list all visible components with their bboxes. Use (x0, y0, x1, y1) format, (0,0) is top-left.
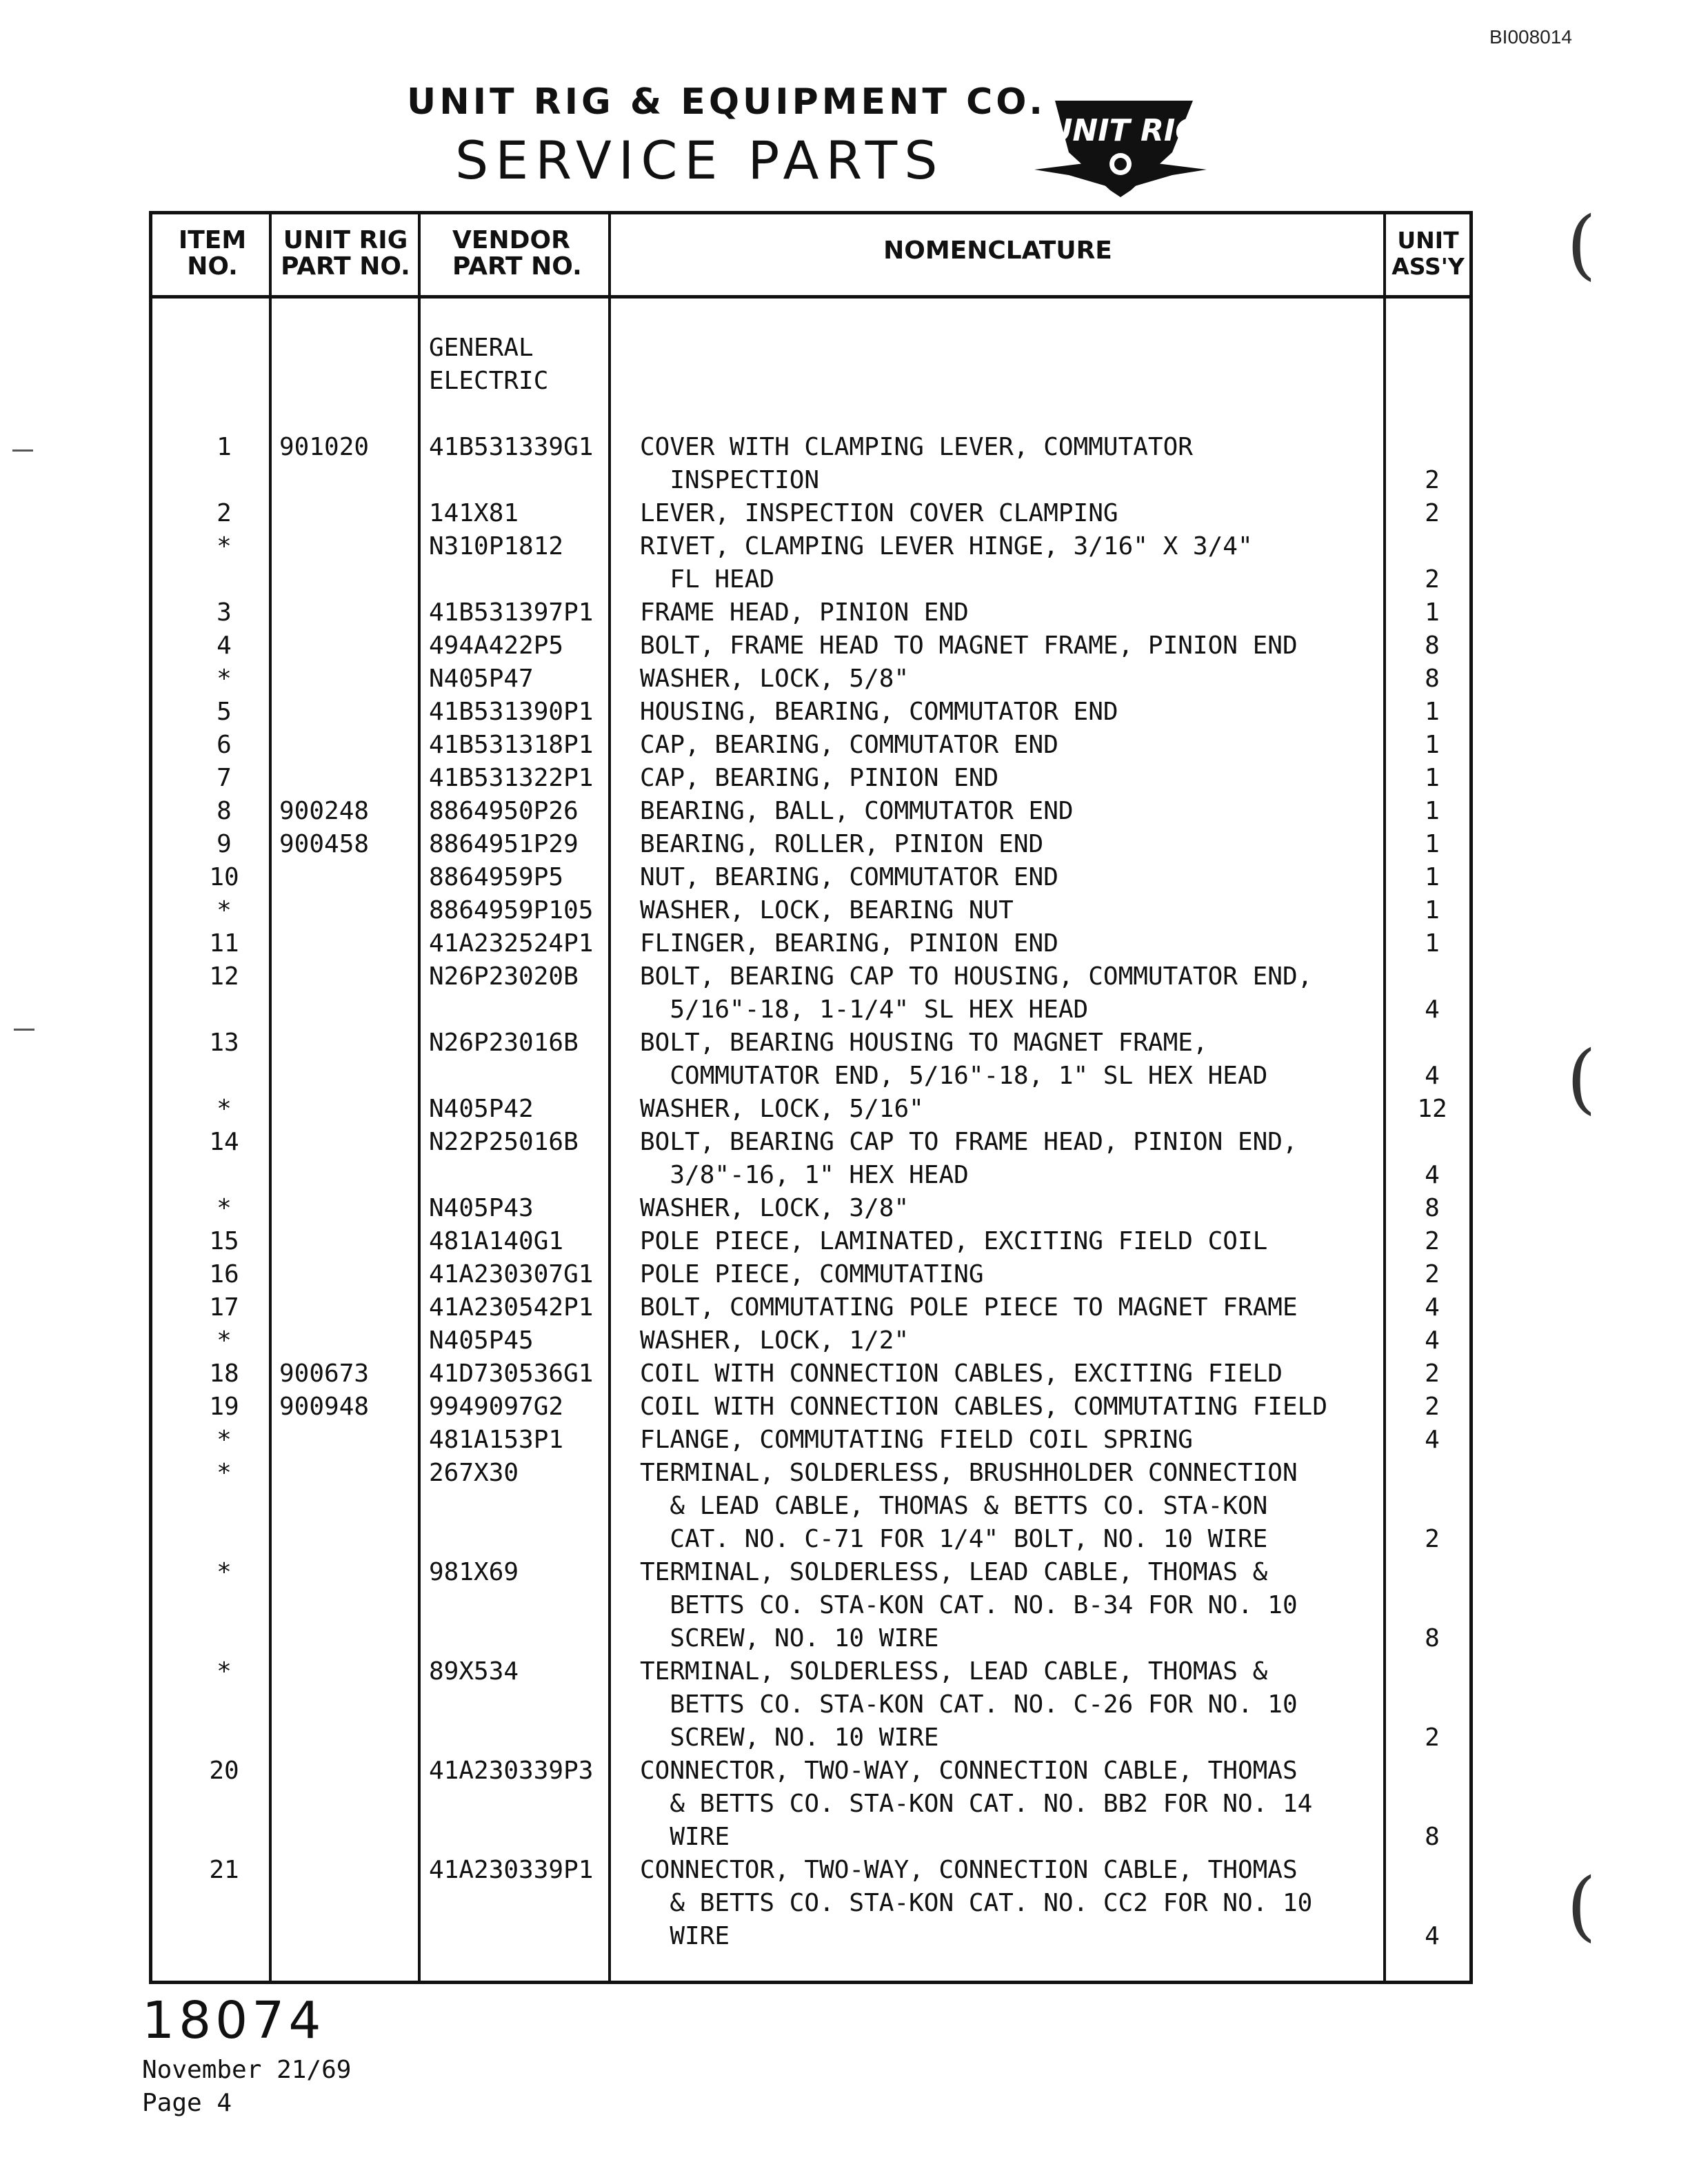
vendor-part-no: 8864959P5 (429, 863, 564, 891)
unit-assy-qty: 12 (1417, 1095, 1447, 1123)
unit-assy-qty: 8 (1425, 665, 1440, 693)
vendor-part-no: 41A230307G1 (429, 1260, 594, 1288)
nomenclature: BETTS CO. STA-KON CAT. NO. B-34 FOR NO. 10 (640, 1591, 1298, 1619)
column-divider (608, 211, 611, 1984)
unit-assy-qty: 4 (1425, 995, 1440, 1024)
vendor-part-no: 41B531390P1 (429, 698, 594, 726)
item-no: 11 (209, 929, 239, 958)
vendor-part-no: GENERAL (429, 334, 534, 362)
item-no: * (217, 1426, 232, 1454)
vendor-part-no: 41B531339G1 (429, 433, 594, 461)
unit-assy-qty: 2 (1425, 499, 1440, 527)
unit-assy-qty: 1 (1425, 929, 1440, 958)
nomenclature: & BETTS CO. STA-KON CAT. NO. CC2 FOR NO. 10 (640, 1889, 1313, 1917)
nomenclature: SCREW, NO. 10 WIRE (640, 1624, 939, 1652)
item-no: 3 (217, 598, 232, 627)
unit-assy-qty: 1 (1425, 896, 1440, 924)
nomenclature: 5/16"-18, 1-1/4" SL HEX HEAD (640, 995, 1089, 1024)
vendor-part-no: N405P45 (429, 1326, 534, 1355)
unit-assy-qty: 4 (1425, 1326, 1440, 1355)
vendor-part-no: 141X81 (429, 499, 519, 527)
nomenclature: RIVET, CLAMPING LEVER HINGE, 3/16" X 3/4" (640, 532, 1253, 560)
unit-assy-qty: 2 (1425, 1359, 1440, 1388)
unit-assy-qty: 2 (1425, 1260, 1440, 1288)
nomenclature: BOLT, BEARING HOUSING TO MAGNET FRAME, (640, 1029, 1208, 1057)
nomenclature: FRAME HEAD, PINION END (640, 598, 969, 627)
unit-assy-qty: 2 (1425, 1227, 1440, 1255)
vendor-part-no: N310P1812 (429, 532, 564, 560)
vendor-part-no: 481A153P1 (429, 1426, 564, 1454)
header-unit-assy: UNIT ASS'Y (1391, 227, 1465, 280)
unit-assy-qty: 8 (1425, 1823, 1440, 1851)
nomenclature: & BETTS CO. STA-KON CAT. NO. BB2 FOR NO. 14 (640, 1790, 1313, 1818)
nomenclature: WIRE (640, 1823, 730, 1851)
item-no: 19 (209, 1393, 239, 1421)
vendor-part-no: 267X30 (429, 1459, 519, 1487)
nomenclature: NUT, BEARING, COMMUTATOR END (640, 863, 1058, 891)
item-no: 9 (217, 830, 232, 858)
binder-hole-mark: ( (1567, 1861, 1596, 1950)
column-divider (418, 211, 421, 1984)
nomenclature: BOLT, FRAME HEAD TO MAGNET FRAME, PINION END (640, 631, 1298, 660)
footer-page: Page 4 (142, 2089, 232, 2117)
unit-rig-part-no: 900673 (279, 1359, 370, 1388)
vendor-part-no: 41B531322P1 (429, 764, 594, 792)
nomenclature: COMMUTATOR END, 5/16"-18, 1" SL HEX HEAD (640, 1062, 1268, 1090)
nomenclature: BETTS CO. STA-KON CAT. NO. C-26 FOR NO. 10 (640, 1690, 1298, 1719)
nomenclature: POLE PIECE, LAMINATED, EXCITING FIELD COIL (640, 1227, 1268, 1255)
footer-number: 18074 (142, 1991, 325, 2050)
unit-assy-qty: 2 (1425, 1393, 1440, 1421)
header-unit-rig-part-no: UNIT RIG PART NO. (281, 226, 410, 281)
vendor-part-no: N26P23016B (429, 1029, 579, 1057)
item-no: 4 (217, 631, 232, 660)
vendor-part-no: 41A232524P1 (429, 929, 594, 958)
unit-rig-part-no: 900248 (279, 797, 370, 825)
unit-assy-qty: 1 (1425, 698, 1440, 726)
item-no: 15 (209, 1227, 239, 1255)
item-no: * (217, 1459, 232, 1487)
vendor-part-no: 41A230339P1 (429, 1856, 594, 1884)
unit-assy-qty: 2 (1425, 1525, 1440, 1553)
page-title: SERVICE PARTS (455, 130, 945, 191)
nomenclature: BOLT, BEARING CAP TO HOUSING, COMMUTATOR END, (640, 962, 1313, 991)
item-no: * (217, 1657, 232, 1686)
item-no: 14 (209, 1128, 239, 1156)
vendor-part-no: N405P42 (429, 1095, 534, 1123)
column-divider (1383, 211, 1386, 1984)
vendor-part-no: 41B531397P1 (429, 598, 594, 627)
nomenclature: COIL WITH CONNECTION CABLES, COMMUTATING FIELD (640, 1393, 1327, 1421)
vendor-part-no: 481A140G1 (429, 1227, 564, 1255)
logo-text: UNIT RIG (1047, 113, 1200, 148)
nomenclature: CONNECTOR, TWO-WAY, CONNECTION CABLE, THOMAS (640, 1757, 1298, 1785)
unit-assy-qty: 4 (1425, 1293, 1440, 1322)
nomenclature: HOUSING, BEARING, COMMUTATOR END (640, 698, 1118, 726)
item-no: 12 (209, 962, 239, 991)
item-no: 21 (209, 1856, 239, 1884)
item-no: * (217, 1194, 232, 1222)
document-id: BI008014 (1489, 26, 1572, 48)
unit-assy-qty: 4 (1425, 1062, 1440, 1090)
unit-assy-qty: 8 (1425, 631, 1440, 660)
vendor-part-no: 41B531318P1 (429, 731, 594, 759)
unit-rig-part-no: 900458 (279, 830, 370, 858)
nomenclature: CAP, BEARING, COMMUTATOR END (640, 731, 1058, 759)
vendor-part-no: 89X534 (429, 1657, 519, 1686)
unit-assy-qty: 8 (1425, 1624, 1440, 1652)
nomenclature: BEARING, ROLLER, PINION END (640, 830, 1044, 858)
header-item-no: ITEM NO. (178, 226, 247, 281)
nomenclature: TERMINAL, SOLDERLESS, LEAD CABLE, THOMAS & (640, 1558, 1268, 1586)
item-no: 2 (217, 499, 232, 527)
item-no: * (217, 1326, 232, 1355)
nomenclature: LEVER, INSPECTION COVER CLAMPING (640, 499, 1118, 527)
nomenclature: COIL WITH CONNECTION CABLES, EXCITING FIELD (640, 1359, 1283, 1388)
item-no: 8 (217, 797, 232, 825)
nomenclature: CONNECTOR, TWO-WAY, CONNECTION CABLE, THOMAS (640, 1856, 1298, 1884)
nomenclature: SCREW, NO. 10 WIRE (640, 1723, 939, 1752)
item-no: * (217, 665, 232, 693)
nomenclature: & LEAD CABLE, THOMAS & BETTS CO. STA-KON (640, 1492, 1268, 1520)
unit-assy-qty: 1 (1425, 797, 1440, 825)
footer-date: November 21/69 (142, 2056, 352, 2084)
vendor-part-no: 981X69 (429, 1558, 519, 1586)
nomenclature: CAT. NO. C-71 FOR 1/4" BOLT, NO. 10 WIRE (640, 1525, 1268, 1553)
item-no: 13 (209, 1029, 239, 1057)
nomenclature: WASHER, LOCK, 5/8" (640, 665, 910, 693)
vendor-part-no: 41A230542P1 (429, 1293, 594, 1322)
unit-assy-qty: 1 (1425, 863, 1440, 891)
vendor-part-no: N26P23020B (429, 962, 579, 991)
margin-mark (12, 449, 33, 452)
item-no: * (217, 896, 232, 924)
item-no: * (217, 1095, 232, 1123)
binder-hole-mark: ( (1567, 200, 1596, 288)
unit-assy-qty: 4 (1425, 1922, 1440, 1950)
unit-rig-part-no: 900948 (279, 1393, 370, 1421)
item-no: * (217, 532, 232, 560)
margin-mark (14, 1029, 34, 1031)
unit-assy-qty: 4 (1425, 1426, 1440, 1454)
item-no: 18 (209, 1359, 239, 1388)
unit-rig-part-no: 901020 (279, 433, 370, 461)
header-divider (149, 295, 1473, 299)
nomenclature: 3/8"-16, 1" HEX HEAD (640, 1161, 969, 1189)
header-nomenclature: NOMENCLATURE (883, 236, 1112, 265)
vendor-part-no: 8864950P26 (429, 797, 579, 825)
item-no: 5 (217, 698, 232, 726)
vendor-part-no: 41D730536G1 (429, 1359, 594, 1388)
vendor-part-no: ELECTRIC (429, 367, 549, 395)
binder-hole-mark: ( (1567, 1034, 1596, 1122)
unit-assy-qty: 2 (1425, 565, 1440, 594)
unit-rig-logo (1034, 87, 1207, 197)
column-divider (269, 211, 272, 1984)
nomenclature: INSPECTION (640, 466, 820, 494)
unit-assy-qty: 2 (1425, 466, 1440, 494)
header-vendor-part-no: VENDOR PART NO. (452, 226, 582, 281)
vendor-part-no: 41A230339P3 (429, 1757, 594, 1785)
nomenclature: WASHER, LOCK, 1/2" (640, 1326, 910, 1355)
vendor-part-no: 494A422P5 (429, 631, 564, 660)
nomenclature: BOLT, COMMUTATING POLE PIECE TO MAGNET FRAME (640, 1293, 1298, 1322)
logo-graphic (1034, 87, 1207, 197)
item-no: 6 (217, 731, 232, 759)
unit-assy-qty: 1 (1425, 731, 1440, 759)
item-no: * (217, 1558, 232, 1586)
vendor-part-no: N405P47 (429, 665, 534, 693)
nomenclature: POLE PIECE, COMMUTATING (640, 1260, 984, 1288)
nomenclature: TERMINAL, SOLDERLESS, LEAD CABLE, THOMAS & (640, 1657, 1268, 1686)
unit-assy-qty: 1 (1425, 598, 1440, 627)
vendor-part-no: 8864959P105 (429, 896, 594, 924)
nomenclature: WASHER, LOCK, 3/8" (640, 1194, 910, 1222)
item-no: 20 (209, 1757, 239, 1785)
nomenclature: BOLT, BEARING CAP TO FRAME HEAD, PINION END, (640, 1128, 1298, 1156)
unit-assy-qty: 2 (1425, 1723, 1440, 1752)
vendor-part-no: 9949097G2 (429, 1393, 564, 1421)
vendor-part-no: 8864951P29 (429, 830, 579, 858)
item-no: 17 (209, 1293, 239, 1322)
company-name: UNIT RIG & EQUIPMENT CO. (407, 81, 1047, 123)
unit-assy-qty: 1 (1425, 830, 1440, 858)
unit-assy-qty: 1 (1425, 764, 1440, 792)
nomenclature: TERMINAL, SOLDERLESS, BRUSHHOLDER CONNECTION (640, 1459, 1298, 1487)
item-no: 7 (217, 764, 232, 792)
item-no: 1 (217, 433, 232, 461)
vendor-part-no: N22P25016B (429, 1128, 579, 1156)
item-no: 10 (209, 863, 239, 891)
nomenclature: FLINGER, BEARING, PINION END (640, 929, 1058, 958)
nomenclature: COVER WITH CLAMPING LEVER, COMMUTATOR (640, 433, 1193, 461)
item-no: 16 (209, 1260, 239, 1288)
nomenclature: FLANGE, COMMUTATING FIELD COIL SPRING (640, 1426, 1193, 1454)
nomenclature: WASHER, LOCK, BEARING NUT (640, 896, 1014, 924)
unit-assy-qty: 4 (1425, 1161, 1440, 1189)
nomenclature: FL HEAD (640, 565, 775, 594)
unit-assy-qty: 8 (1425, 1194, 1440, 1222)
nomenclature: BEARING, BALL, COMMUTATOR END (640, 797, 1074, 825)
nomenclature: WASHER, LOCK, 5/16" (640, 1095, 924, 1123)
vendor-part-no: N405P43 (429, 1194, 534, 1222)
nomenclature: CAP, BEARING, PINION END (640, 764, 999, 792)
nomenclature: WIRE (640, 1922, 730, 1950)
